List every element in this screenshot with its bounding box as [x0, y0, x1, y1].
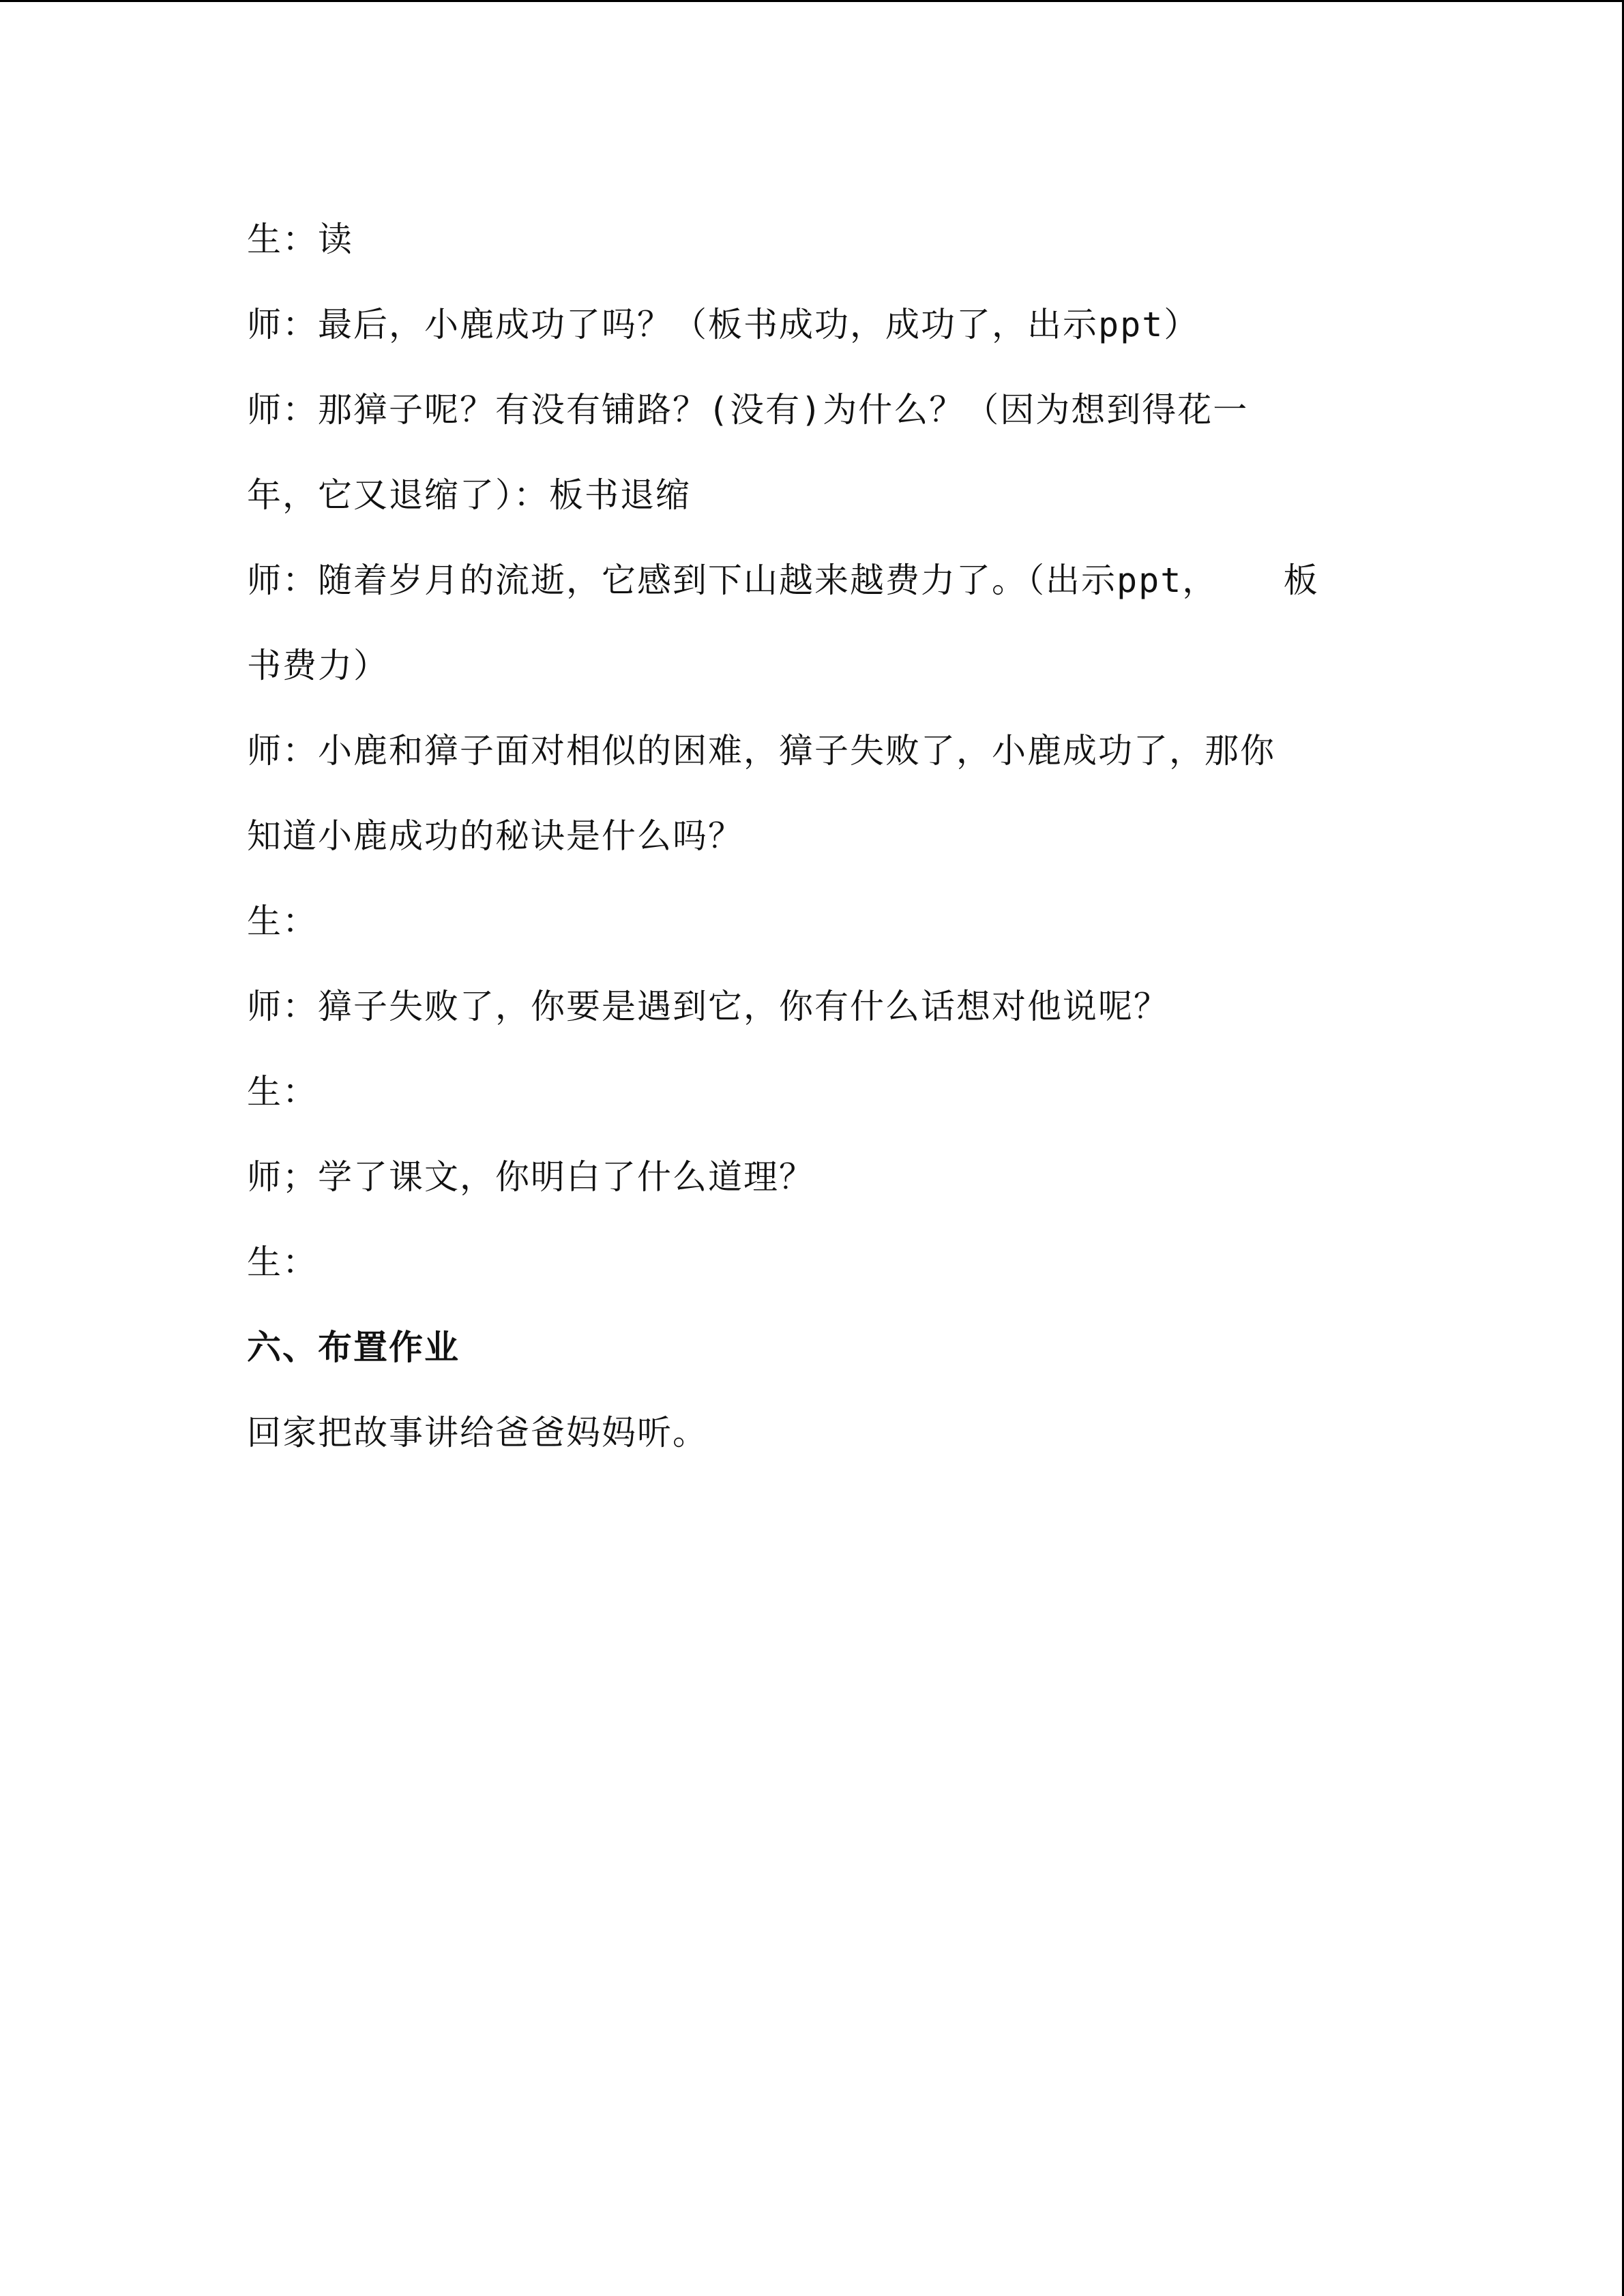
document-body — [247, 197, 1393, 1476]
dialogue-line: 年，它又退缩了）：板书退缩 — [247, 475, 691, 515]
dialogue-line: 书费力） — [247, 646, 389, 685]
dialogue-line: 生： — [247, 1242, 318, 1282]
section-heading: 六、布置作业 — [247, 1328, 460, 1367]
dialogue-line: 知道小鹿成功的秘诀是什么吗？ — [247, 816, 743, 856]
dialogue-line: 师：随着岁月的流逝，它感到下山越来越费力了。（出示ppt， 板 — [247, 561, 1319, 600]
homework-line: 回家把故事讲给爸爸妈妈听。 — [247, 1413, 708, 1452]
dialogue-line: 师：小鹿和獐子面对相似的困难，獐子失败了，小鹿成功了，那你 — [247, 731, 1275, 771]
dialogue-line: 生： — [247, 1072, 318, 1112]
dialogue-line: 师：獐子失败了，你要是遇到它，你有什么话想对他说呢？ — [247, 987, 1169, 1026]
dialogue-line: 师：那獐子呢？有没有铺路？(没有)为什么？（因为想到得花一 — [247, 390, 1249, 430]
dialogue-line: 生： — [247, 901, 318, 941]
dialogue-line: 师；学了课文，你明白了什么道理？ — [247, 1157, 814, 1197]
dialogue-line: 师：最后，小鹿成功了吗？（板书成功，成功了，出示ppt） — [247, 305, 1200, 344]
dialogue-line: 生：读 — [247, 220, 353, 259]
